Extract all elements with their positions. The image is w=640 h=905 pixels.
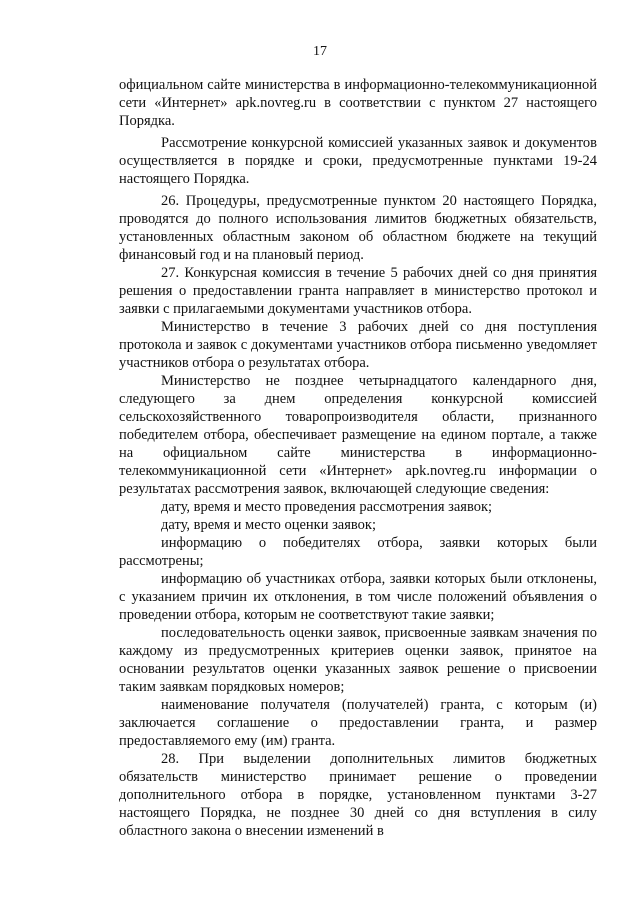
list-item: последовательность оценки заявок, присвоенные заявкам значения по каждому из предусмотренных критериев оценки заявок, принятое на основании результатов оценки указанных заявок решение о присвоении таким заявкам порядковых номеров;	[119, 625, 597, 695]
list-item: наименование получателя (получателей) гранта, с которым (и) заключается соглашение о предоставлении гранта, и размер предоставляемого ему (им) гранта.	[119, 697, 597, 749]
list-item: дату, время и место проведения рассмотрения заявок;	[161, 499, 493, 515]
paragraph-item-27: 27. Конкурсная комиссия в течение 5 рабочих дней со дня принятия решения о предоставлении гранта направляет в министерство протокол и заявки с прилагаемыми документами участников отбора.	[119, 265, 597, 317]
paragraph-item-26: 26. Процедуры, предусмотренные пунктом 20 настоящего Порядка, проводятся до полного использования лимитов бюджетных обязательств, установленных областным законом об областном бюджете на текущий финансовый год и на плановый период.	[119, 193, 597, 263]
list-item: информацию о победителях отбора, заявки которых были рассмотрены;	[119, 535, 597, 569]
paragraph-item-28: 28. При выделении дополнительных лимитов бюджетных обязательств министерство принимает решение о проведении дополнительного отбора в порядке, установленном пунктами 3-27 настоящего Порядка, не позднее 30 дней со дня вступления в силу областного закона о внесении изменений в	[119, 751, 597, 839]
document-body	[119, 76, 597, 840]
paragraph-continuation: официальном сайте министерства в информационно-телекоммуникационной сети «Интернет» apk.novreg.ru в соответствии с пунктом 27 настоящего Порядка.	[119, 77, 597, 129]
paragraph: Министерство не позднее четырнадцатого календарного дня, следующего за днем определения конкурсной комиссией сельскохозяйственного товаропроизводителя области, признанного победителем отбора, обеспечивает размещение на едином портале, а также на официальном сайте министерства в информационно-телекоммуникационной сети «Интернет» apk.novreg.ru информации о результатах рассмотрения заявок, включающей следующие сведения:	[119, 373, 597, 497]
page-number: 17	[313, 44, 327, 59]
list-item: информацию об участниках отбора, заявки которых были отклонены, с указанием причин их отклонения, в том числе положений объявления о проведении отбора, которым не соответствуют такие заявки;	[119, 571, 597, 623]
list-item: дату, время и место оценки заявок;	[161, 517, 376, 533]
paragraph: Министерство в течение 3 рабочих дней со дня поступления протокола и заявок с документами участников отбора письменно уведомляет участников отбора о результатах отбора.	[119, 319, 597, 371]
paragraph: Рассмотрение конкурсной комиссией указанных заявок и документов осуществляется в порядке и сроки, предусмотренные пунктами 19-24 настоящего Порядка.	[119, 135, 597, 187]
